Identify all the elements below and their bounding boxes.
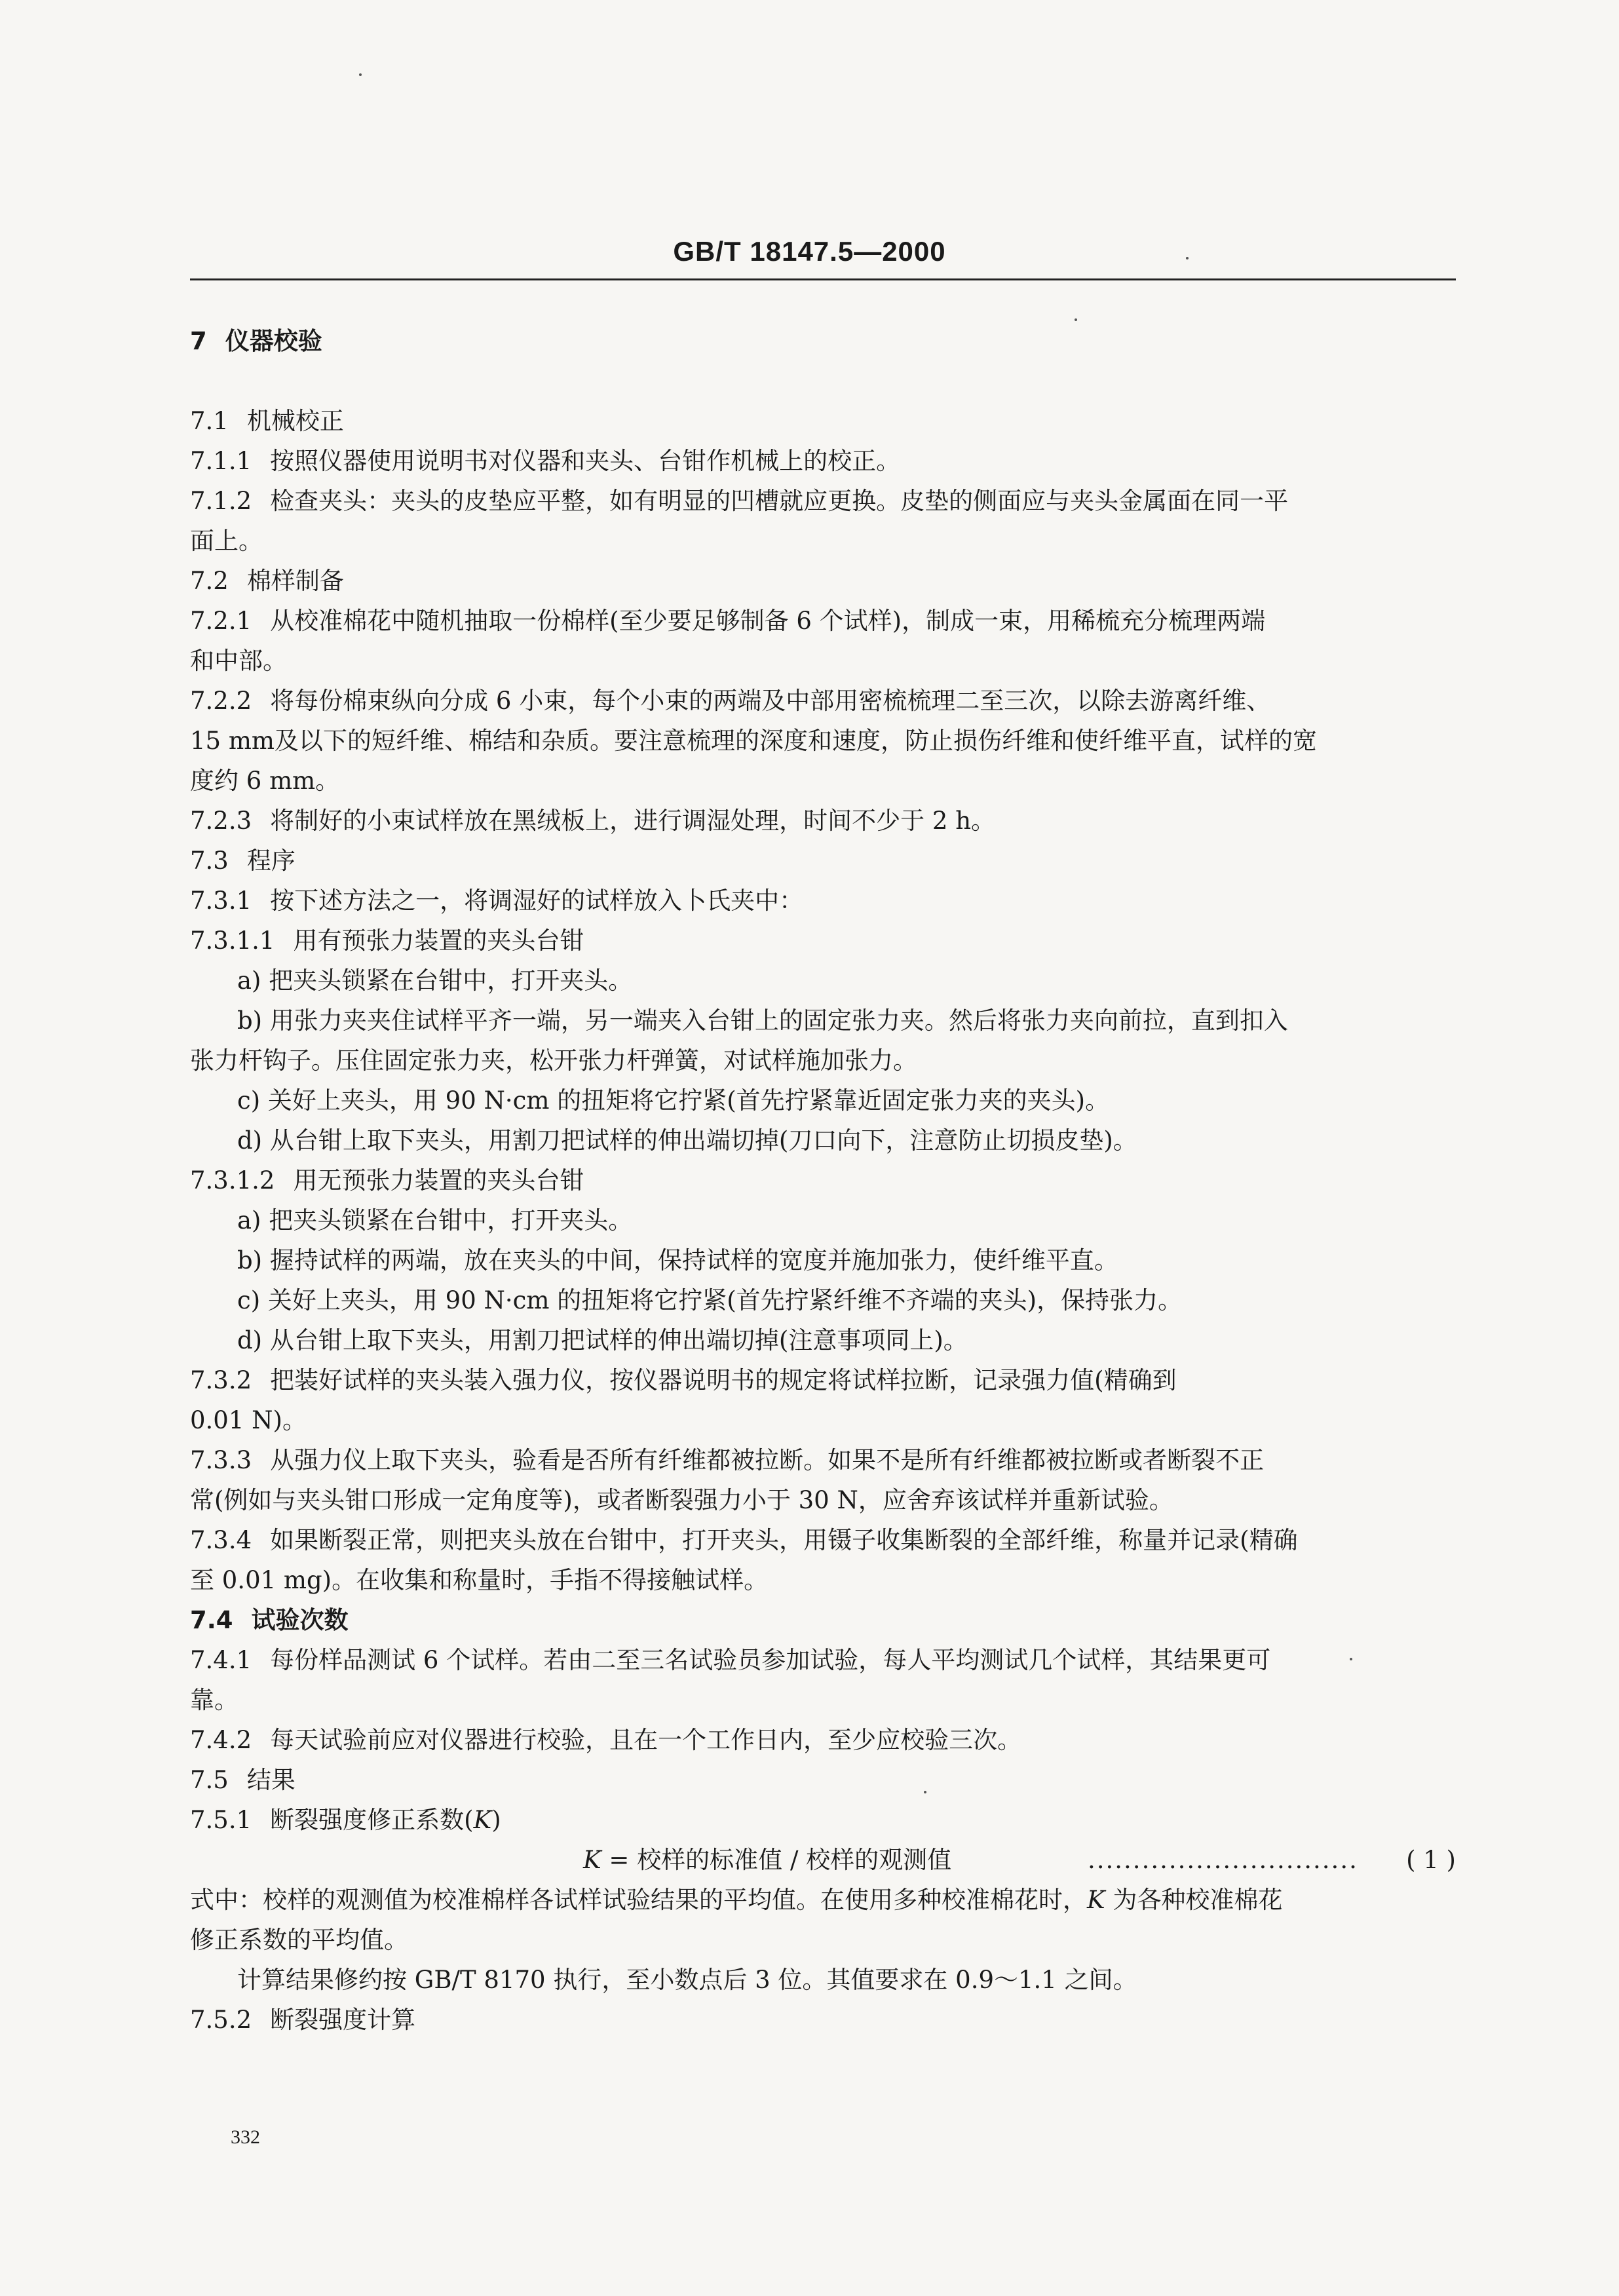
section-7-heading	[190, 321, 1456, 361]
clause-text: 每份样品测试 6 个试样。若由二至三名试验员参加试验，每人平均测试几个试样，其结果更可	[270, 1646, 1271, 1674]
clause-7-2-2-line2: 15 mm及以下的短纤维、棉结和杂质。要注意梳理的深度和速度，防止损伤纤维和使纤维平直，试样的宽	[190, 727, 1318, 755]
clause-7-5-2-heading	[190, 2000, 1456, 2040]
list-item-d: d) 从台钳上取下夹头，用割刀把试样的伸出端切掉(注意事项同上)。	[237, 1326, 968, 1354]
equation-1	[190, 1840, 1456, 1880]
clause-text: 将制好的小束试样放在黑绒板上，进行调湿处理，时间不少于 2 h。	[270, 807, 996, 835]
scan-speck	[924, 1791, 926, 1793]
clause-7-1-1	[190, 441, 1456, 481]
clause-title: 用无预张力装置的夹头台钳	[293, 1166, 584, 1195]
where-line1	[190, 1880, 1456, 1920]
clause-7-2-1-line1	[190, 601, 1456, 641]
section-title: 程序	[246, 847, 295, 875]
section-7-1-heading	[190, 401, 1456, 441]
clause-number: 7.3.4	[190, 1526, 252, 1554]
scan-speck	[359, 73, 362, 76]
formula-lhs: K	[583, 1846, 601, 1874]
scan-speck	[1350, 1658, 1352, 1660]
equation-number: ( 1 )	[1406, 1846, 1456, 1874]
clause-7-3-1	[190, 881, 1456, 921]
clause-number: 7.2.3	[190, 807, 252, 835]
clause-7-3-1-2-heading	[190, 1160, 1456, 1200]
clause-number: 7.2.1	[190, 607, 252, 635]
section-7-4-heading	[190, 1600, 1456, 1640]
clause-7-4-1-line1	[190, 1640, 1456, 1680]
list-item-b-line1: b) 用张力夹夹住试样平齐一端，另一端夹入台钳上的固定张力夹。然后将张力夹向前拉，直到扣入	[237, 1006, 1288, 1035]
clause-title-end: )	[491, 1806, 501, 1834]
clause-number: 7.3.3	[190, 1446, 252, 1474]
clause-text: 按下述方法之一，将调湿好的试样放入卜氏夹中：	[270, 887, 804, 915]
list-item-c: c) 关好上夹头，用 90 N·cm 的扭矩将它拧紧(首先拧紧靠近固定张力夹的夹头)。	[237, 1086, 1110, 1115]
spacer	[190, 361, 1456, 401]
document-body	[190, 321, 1456, 2040]
section-7-3-heading	[190, 841, 1456, 881]
section-title: 仪器校验	[225, 327, 322, 355]
section-7-2-heading	[190, 561, 1456, 601]
section-7-5-heading	[190, 1760, 1456, 1800]
clause-7-5-1-heading	[190, 1800, 1456, 1840]
clause-number: 7.5.1	[190, 1806, 252, 1834]
clause-text: 按照仪器使用说明书对仪器和夹头、台钳作机械上的校正。	[270, 447, 901, 475]
clause-number: 7.1.1	[190, 447, 252, 475]
clause-text: 检查夹头：夹头的皮垫应平整，如有明显的凹槽就应更换。皮垫的侧面应与夹头金属面在同一平	[270, 487, 1289, 515]
list-item-b-line2: 张力杆钩子。压住固定张力夹，松开张力杆弹簧，对试样施加张力。	[190, 1046, 917, 1075]
clause-7-3-4-line1	[190, 1520, 1456, 1560]
formula-leader-dots: ..............................	[1088, 1846, 1358, 1874]
clause-title: 断裂强度计算	[270, 2006, 416, 2034]
section-title: 结果	[246, 1766, 295, 1794]
clause-number: 7.1.2	[190, 487, 252, 515]
clause-text: 将每份棉束纵向分成 6 小束，每个小束的两端及中部用密梳梳理二至三次，以除去游离纤维、	[270, 687, 1271, 715]
list-item-c: c) 关好上夹头，用 90 N·cm 的扭矩将它拧紧(首先拧紧纤维不齐端的夹头)，保持张力。	[237, 1286, 1183, 1314]
clause-7-3-2-line2: 0.01 N)。	[190, 1406, 307, 1434]
section-title: 机械校正	[246, 407, 344, 435]
clause-number: 7.3.2	[190, 1366, 252, 1394]
clause-7-3-3-line2: 常(例如与夹头钳口形成一定角度等)，或者断裂强力小于 30 N，应舍弃该试样并重新试验。	[190, 1486, 1173, 1514]
scan-speck	[1186, 257, 1189, 259]
formula-rhs: = 校样的标准值 / 校样的观测值	[601, 1846, 952, 1874]
section-number: 7.3	[190, 847, 229, 875]
clause-7-2-3	[190, 801, 1456, 841]
section-title: 试验次数	[251, 1606, 349, 1634]
header-rule	[190, 278, 1456, 280]
section-number: 7.4	[190, 1606, 233, 1634]
list-item-a: a) 把夹头锁紧在台钳中，打开夹头。	[237, 1206, 633, 1234]
clause-title: 断裂强度修正系数(	[270, 1806, 474, 1834]
clause-7-3-2-line1	[190, 1360, 1456, 1400]
clause-7-2-2-line3: 度约 6 mm。	[190, 767, 340, 795]
clause-7-3-4-line2: 至 0.01 mg)。在收集和称量时，手指不得接触试样。	[190, 1566, 769, 1594]
clause-text: 从强力仪上取下夹头，验看是否所有纤维都被拉断。如果不是所有纤维都被拉断或者断裂不正	[270, 1446, 1265, 1474]
section-number: 7.5	[190, 1766, 229, 1794]
standard-number-header: GB/T 18147.5—2000	[673, 236, 946, 267]
clause-7-2-1-line2: 和中部。	[190, 647, 287, 675]
rounding-rule: 计算结果修约按 GB/T 8170 执行，至小数点后 3 位。其值要求在 0.9～1.1 之间。	[237, 1966, 1137, 1994]
clause-7-1-2-line1	[190, 481, 1456, 521]
section-number: 7.2	[190, 567, 229, 595]
variable-k: K	[473, 1806, 492, 1834]
where-text-end: 为各种校准棉花	[1105, 1886, 1283, 1914]
clause-7-4-1-line2: 靠。	[190, 1686, 238, 1714]
clause-title: 用有预张力装置的夹头台钳	[293, 927, 584, 955]
clause-number: 7.3.1.2	[190, 1166, 275, 1195]
clause-number: 7.5.2	[190, 2006, 252, 2034]
list-item-d: d) 从台钳上取下夹头，用割刀把试样的伸出端切掉(刀口向下，注意防止切损皮垫)。	[237, 1126, 1137, 1155]
clause-number: 7.2.2	[190, 687, 252, 715]
clause-number: 7.3.1.1	[190, 927, 275, 955]
list-item-b: b) 握持试样的两端，放在夹头的中间，保持试样的宽度并施加张力，使纤维平直。	[237, 1246, 1118, 1274]
clause-7-3-3-line1	[190, 1440, 1456, 1480]
list-item-a: a) 把夹头锁紧在台钳中，打开夹头。	[237, 966, 633, 995]
section-number: 7.1	[190, 407, 229, 435]
clause-text: 如果断裂正常，则把夹头放在台钳中，打开夹头，用镊子收集断裂的全部纤维，称量并记录(精确	[270, 1526, 1298, 1554]
clause-text: 从校准棉花中随机抽取一份棉样(至少要足够制备 6 个试样)，制成一束，用稀梳充分梳理两端	[270, 607, 1266, 635]
clause-7-1-2-line2: 面上。	[190, 527, 263, 555]
formula-expression	[583, 1840, 951, 1880]
where-text: 式中：校样的观测值为校准棉样各试样试验结果的平均值。在使用多种校准棉花时，	[190, 1886, 1087, 1914]
section-title: 棉样制备	[246, 567, 344, 595]
clause-7-2-2-line1	[190, 681, 1456, 721]
clause-text: 每天试验前应对仪器进行校验，且在一个工作日内，至少应校验三次。	[270, 1726, 1022, 1754]
clause-number: 7.4.1	[190, 1646, 252, 1674]
clause-7-4-2	[190, 1720, 1456, 1760]
clause-number: 7.4.2	[190, 1726, 252, 1754]
clause-number: 7.3.1	[190, 887, 252, 915]
clause-7-3-1-1-heading	[190, 921, 1456, 961]
section-number: 7	[190, 327, 207, 355]
where-line2: 修正系数的平均值。	[190, 1926, 408, 1954]
page-number: 332	[231, 2126, 260, 2148]
variable-k: K	[1087, 1886, 1105, 1914]
clause-text: 把装好试样的夹头装入强力仪，按仪器说明书的规定将试样拉断，记录强力值(精确到	[270, 1366, 1177, 1394]
scan-speck	[1075, 318, 1077, 321]
